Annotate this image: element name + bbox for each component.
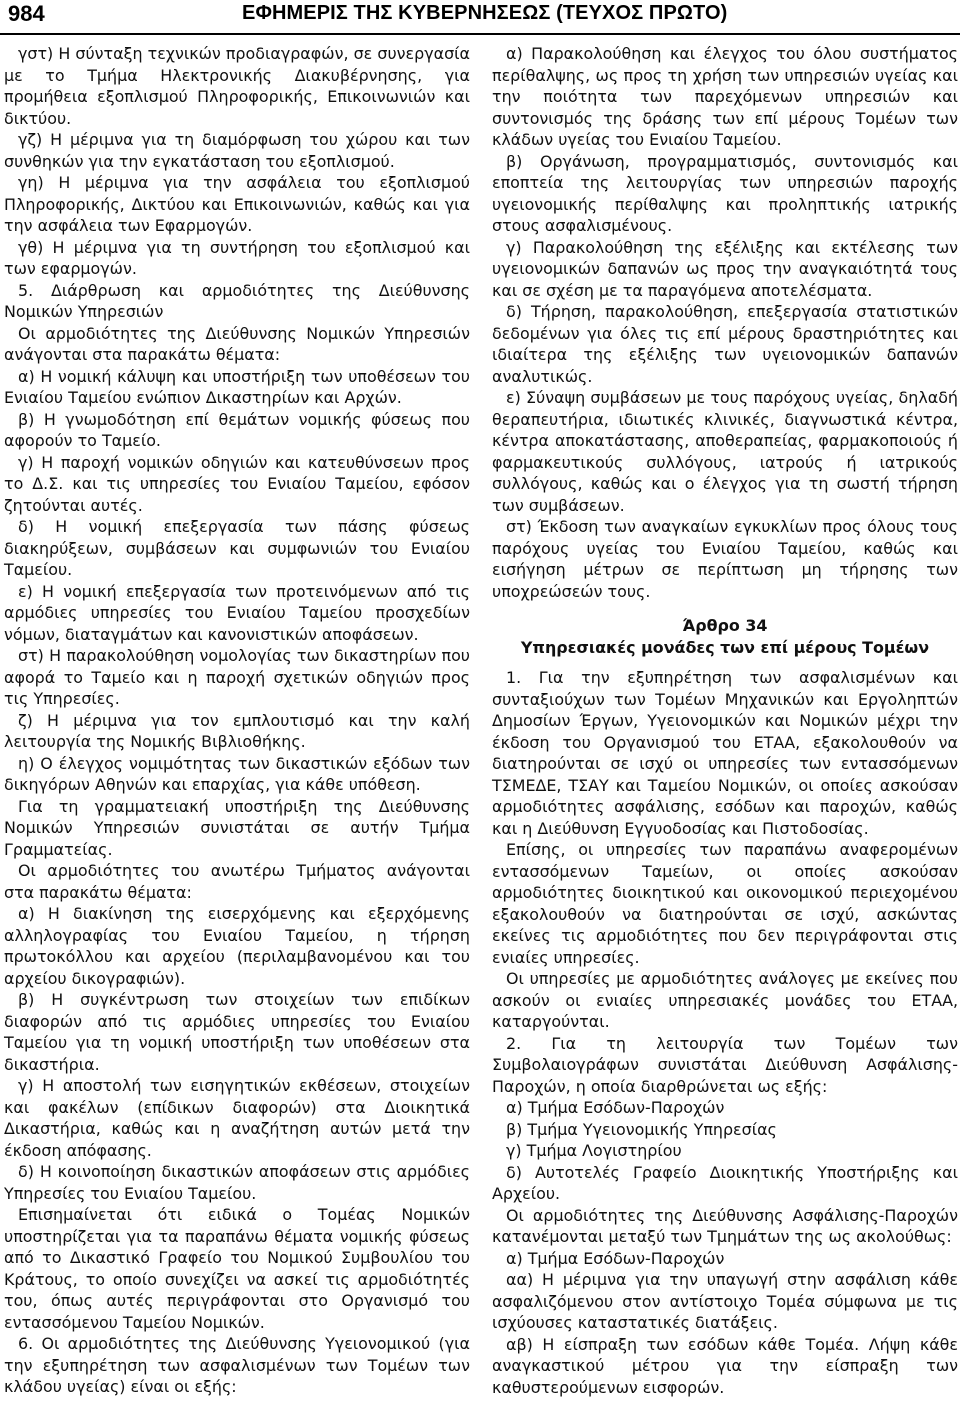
paragraph: Επίσης, οι υπηρεσίες των παραπάνω αναφερομένων εντασσόμενων Ταμείων, οι οποίες ασκούσαν αρμοδιότητες διοικητικού και οικονομικού περιεχομένου εξακολουθούν να διατηρούνται σε ισχύ, ασκώντας εκείνες τις αρμοδιότητες που δεν περιγράφονται στις ενιαίες υπηρεσίες. <box>492 840 958 967</box>
paragraph: Οι υπηρεσίες με αρμοδιότητες ανάλογες με εκείνες που ασκούν οι ενιαίες υπηρεσιακές μονάδες του ΕΤΑΑ, καταργούνται. <box>492 969 958 1031</box>
header-rule <box>0 33 960 35</box>
right-column <box>492 43 958 1398</box>
paragraph: γ) Τμήμα Λογιστηρίου <box>506 1141 682 1160</box>
paragraph: α) Τμήμα Εσόδων-Παροχών <box>506 1248 725 1268</box>
paragraph: ε) Η νομική επεξεργασία των προτεινόμενων από τις αρμόδιες υπηρεσίες του Ενιαίου Ταμείου προσχεδίων νόμων, διαταγμάτων και κανονιστικών αποφάσεων. <box>4 581 470 644</box>
paragraph: γθ) Η μέριμνα για τη συντήρηση του εξοπλισμού και των εφαρμογών. <box>4 237 470 278</box>
article-title: Άρθρο 34 <box>682 616 768 635</box>
paragraph: β) Τμήμα Υγειονομικής Υπηρεσίας <box>506 1119 777 1139</box>
paragraph: δ) Η νομική επεξεργασία των πάσης φύσεως διακηρύξεων, συμβάσεων και συμφωνιών του Ενιαίου Ταμείου. <box>4 517 470 579</box>
page-header <box>0 0 960 34</box>
paragraph: γ) Η αποστολή των εισηγητικών εκθέσεων, στοιχείων και φακέλων (επίδικων διαφορών) στα Διοικητικά Δικαστήρια, καθώς και η αναζήτηση αυτών μετά την έκδοση απόφασης. <box>4 1076 470 1160</box>
paragraph: Οι αρμοδιότητες του ανωτέρω Τμήματος ανάγονται στα παρακάτω θέματα: <box>4 861 470 902</box>
paragraph: στ) Η παρακολούθηση νομολογίας των δικαστηρίων που αφορά το Ταμείο και η παροχή σχετικών οδηγιών προς τις Υπηρεσίες. <box>4 646 470 708</box>
paragraph: 5. Διάρθρωση και αρμοδιότητες της Διεύθυνσης Νομικών Υπηρεσιών <box>4 280 470 321</box>
paragraph: β) Οργάνωση, προγραμματισμός, συντονισμός και εποπτεία της λειτουργίας των υπηρεσιών παροχής υγειονομικής περίθαλψης και προληπτικής ιατρικής στους ασφαλισμένους. <box>492 151 958 235</box>
article-subtitle: Υπηρεσιακές μονάδες των επί μέρους Τομέων <box>520 637 930 657</box>
right-column-upper-text <box>492 43 958 602</box>
paragraph: στ) Έκδοση των αναγκαίων εγκυκλίων προς όλους τους παρόχους υγείας του Ενιαίου Ταμείου, καθώς και εισήγηση μέτρων σε περίπτωση μη τήρησης των υποχρεώσεών τους. <box>492 517 958 601</box>
paragraph: 6. Οι αρμοδιότητες της Διεύθυνσης Υγειονομικού (για την εξυπηρέτηση των ασφαλισμένων των Τομέων των κλάδου υγείας) είναι οι εξής: <box>4 1334 470 1396</box>
paragraph: γ) Η παροχή νομικών οδηγιών και κατευθύνσεων προς το Δ.Σ. και τις υπηρεσίες του Ενιαίου Ταμείου, εφόσον ζητούνται αυτές. <box>4 452 470 515</box>
paragraph: Οι αρμοδιότητες της Διεύθυνσης Ασφάλισης-Παροχών κατανέμονται μεταξύ των Τμημάτων της ως ακολούθως: <box>492 1205 958 1246</box>
paragraph: α) Η νομική κάλυψη και υποστήριξη των υποθέσεων του Ενιαίου Ταμείου ενώπιον Δικαστηρίων και Αρχών. <box>4 366 470 407</box>
paragraph: η) Ο έλεγχος νομιμότητας των δικαστικών εξόδων των δικηγόρων Αθηνών και επαρχίας, για κάθε υπόθεση. <box>4 753 470 794</box>
paragraph: Οι αρμοδιότητες της Διεύθυνσης Νομικών Υπηρεσιών ανάγονται στα παρακάτω θέματα: <box>4 323 470 364</box>
paragraph: 2. Για τη λειτουργία των Τομέων των Συμβολαιογράφων συνιστάται Διεύθυνση Ασφάλισης-Παροχών, η οποία διαρθρώνεται ως εξής: <box>492 1033 958 1096</box>
left-column <box>4 43 470 1398</box>
paragraph: γ) Παρακολούθηση της εξέλιξης και εκτέλεσης των υγειονομικών δαπανών ως προς την αναγκαιότητά τους και σε σχέση με τα παραγόμενα αποτελέσματα. <box>492 237 958 300</box>
paragraph: α) Τμήμα Εσόδων-Παροχών <box>506 1098 725 1117</box>
paragraph: β) Η γνωμοδότηση επί θεμάτων νομικής φύσεως που αφορούν το Ταμείο. <box>4 409 470 450</box>
paragraph: ε) Σύναψη συμβάσεων με τους παρόχους υγείας, δηλαδή θεραπευτήρια, ιδιωτικές κλινικές, διαγνωστικά κέντρα, κέντρα αποκατάστασης, αποθεραπείας, φαρμακοποιούς ή φαρμακευτικούς συλλόγους, ιατρούς ή ιατρικούς συλλόγους, καθώς και ο έλεγχος για τη σωστή τήρηση των συμβάσεων. <box>492 388 958 515</box>
gazette-title: ΕΦΗΜΕΡΙΣ ΤΗΣ ΚΥΒΕΡΝΗΣΕΩΣ (ΤΕΥΧΟΣ ΠΡΩΤΟ) <box>242 2 728 24</box>
paragraph: δ) Η κοινοποίηση δικαστικών αποφάσεων στις αρμόδιες Υπηρεσίες του Ενιαίου Ταμείου. <box>4 1162 470 1203</box>
paragraph: α) Παρακολούθηση και έλεγχος του όλου συστήματος περίθαλψης, ως προς τη χρήση των υπηρεσιών υγείας και την ποιότητα των παρεχόμενων υπηρεσιών και συντονισμός της δράσης των επί μέρους Τομέων των κλάδων υγείας του Ενιαίου Ταμείου. <box>492 44 958 149</box>
paragraph: Επισημαίνεται ότι ειδικά ο Τομέας Νομικών υποστηρίζεται για τα παραπάνω θέματα νομικής φύσεως από το Δικαστικό Γραφείο του Νομικού Συμβουλίου του Κράτους, το οποίο συνεχίζει να ασκεί τις αρμοδιότητές του, όπως αυτές περιγράφονται στο Οργανισμό του εντασσόμενου Ταμείου Νομικών. <box>4 1205 470 1332</box>
paragraph: γη) Η μέριμνα για την ασφάλεια του εξοπλισμού Πληροφορικής, Δικτύου και Επικοινωνιών, καθώς και για την ασφάλεια των Εφαρμογών. <box>4 173 470 235</box>
paragraph: ζ) Η μέριμνα για τον εμπλουτισμό και την καλή λειτουργία της Νομικής Βιβλιοθήκης. <box>4 710 470 751</box>
page-number: 984 <box>8 1 45 26</box>
paragraph: Για τη γραμματειακή υποστήριξη της Διεύθυνσης Νομικών Υπηρεσιών συνιστάται σε αυτήν Τμήμα Γραμματείας. <box>4 796 470 859</box>
paragraph: α) Η διακίνηση της εισερχόμενης και εξερχόμενης αλληλογραφίας του Ενιαίου Ταμείου, η τήρηση πρωτοκόλλου και αρχείου (περιλαμβανομένου και του αρχείου δικογραφιών). <box>4 904 470 988</box>
paragraph: αβ) Η είσπραξη των εσόδων κάθε Τομέα. Λήψη κάθε αναγκαστικού μέτρου για την είσπραξη των καθυστερούμενων εισφορών. <box>492 1334 958 1397</box>
paragraph: 1. Για την εξυπηρέτηση των ασφαλισμένων και συνταξιούχων των Τομέων Μηχανικών και Εργοληπτών Δημοσίων Έργων, Υγειονομικών και Νομικών μέχρι την έκδοση του Οργανισμού του ΕΤΑΑ, εξακολουθούν να διατηρούνται σε ισχύ οι υπηρεσίες των εντασσόμενων ΤΣΜΕΔΕ, ΤΣΑΥ και Ταμείου Νομικών, οι οποίες ασκούσαν αρμοδιότητες ασφάλισης, εσόδων και παροχών, καθώς και η Διεύθυνση Εγγυοδοσίας και Πιστοδοσίας. <box>492 668 958 838</box>
paragraph: δ) Τήρηση, παρακολούθηση, επεξεργασία στατιστικών δεδομένων για όλες τις επί μέρους δραστηριότητες και ιδιαίτερα της εξέλιξης των υγειονομικών δαπανών αναλυτικώς. <box>492 302 958 386</box>
paragraph: γζ) Η μέριμνα για τη διαμόρφωση του χώρου και των συνθηκών για την εγκατάσταση του εξοπλισμού. <box>4 130 470 171</box>
paragraph: β) Η συγκέντρωση των στοιχείων των επιδίκων διαφορών από τις αρμόδιες υπηρεσίες του Ενιαίου Ταμείου για τη νομική υποστήριξη των υποθέσεων στα δικαστήρια. <box>4 990 470 1074</box>
paragraph: γστ) Η σύνταξη τεχνικών προδιαγραφών, σε συνεργασία με το Τμήμα Ηλεκτρονικής Διακυβέρνησης, για προμήθεια εξοπλισμού Πληροφορικής, Επικοινωνιών και δικτύου. <box>4 44 470 128</box>
paragraph: δ) Αυτοτελές Γραφείο Διοικητικής Υποστήριξης και Αρχείου. <box>492 1162 958 1203</box>
right-column-lower-text <box>492 667 958 1398</box>
paragraph: αα) Η μέριμνα για την υπαγωγή στην ασφάλιση κάθε ασφαλιζόμενου στον αντίστοιχο Τομέα σύμφωνα με τις ισχύουσες καταστατικές διατάξεις. <box>492 1270 958 1332</box>
